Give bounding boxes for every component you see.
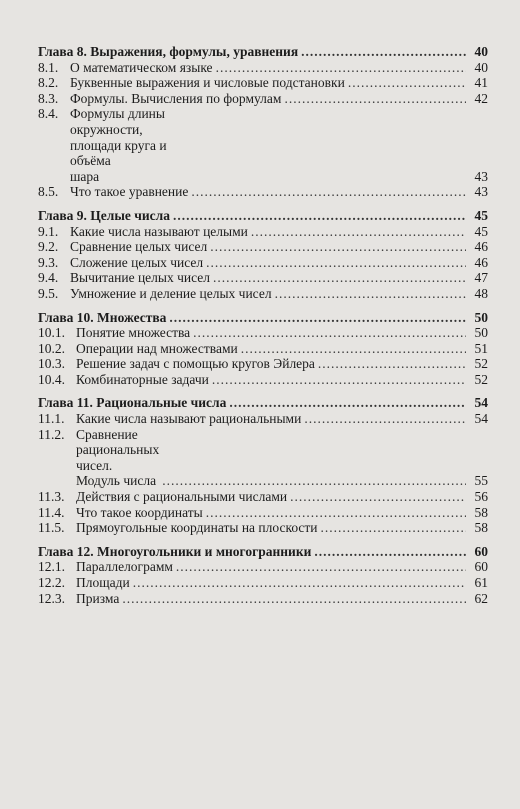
toc-item <box>38 239 488 255</box>
item-number: 8.2. <box>38 75 59 91</box>
leader-dots <box>304 411 466 427</box>
leader-dots <box>176 559 466 575</box>
toc-item <box>38 286 488 302</box>
item-title: Умножение и деление целых чисел <box>70 285 272 301</box>
leader-dots <box>206 255 466 271</box>
item-title: Что такое уравнение <box>70 184 189 200</box>
item-title: Сравнение целых чисел <box>70 239 208 255</box>
chapter-heading <box>38 395 488 411</box>
item-title-line-1: Формулы длины окружности, площади круга и объёма <box>70 106 167 169</box>
item-title: Параллелограмм <box>76 559 173 575</box>
item-number: 9.5. <box>38 285 59 301</box>
toc-item <box>38 75 488 91</box>
item-title: Комбинаторные задачи <box>76 371 209 387</box>
toc-item <box>38 255 488 271</box>
chapter-8 <box>38 44 488 200</box>
toc-item <box>38 60 488 76</box>
page-number: 47 <box>474 270 488 286</box>
item-title <box>70 106 188 184</box>
item-number: 11.1. <box>38 411 65 427</box>
page-number: 54 <box>474 395 488 411</box>
item-number: 8.1. <box>38 59 59 75</box>
item-title: Понятие множества <box>76 325 191 341</box>
chapter-title: Глава 8. Выражения, формулы, уравнения <box>38 44 299 59</box>
toc-item <box>38 270 488 286</box>
item-title: Призма <box>76 590 120 606</box>
leader-dots <box>162 473 466 489</box>
page-number: 43 <box>474 168 488 184</box>
leader-dots <box>216 60 466 76</box>
toc-item <box>38 575 488 591</box>
page-number: 42 <box>474 90 488 106</box>
leader-dots <box>229 395 466 411</box>
item-number: 9.2. <box>38 239 59 255</box>
item-number: 8.5. <box>38 184 59 200</box>
item-number: 9.1. <box>38 223 59 239</box>
toc-item <box>38 489 488 505</box>
leader-dots <box>206 505 466 521</box>
item-number: 12.1. <box>38 559 65 575</box>
item-number: 10.1. <box>38 325 65 341</box>
toc-item <box>38 325 488 341</box>
page-number: 46 <box>474 239 488 255</box>
toc-item <box>38 372 488 388</box>
leader-dots <box>213 270 466 286</box>
chapter-title: Глава 11. Рациональные числа <box>38 395 227 411</box>
page-number: 40 <box>474 44 488 59</box>
page-number: 56 <box>474 489 488 505</box>
page-number: 41 <box>474 75 488 91</box>
page-number: 62 <box>474 590 488 606</box>
page-number: 52 <box>474 371 488 387</box>
leader-dots <box>301 44 466 60</box>
chapter-9 <box>38 208 488 302</box>
leader-dots <box>122 591 466 607</box>
leader-dots <box>275 286 466 302</box>
leader-dots <box>290 489 466 505</box>
item-number: 9.4. <box>38 270 59 286</box>
leader-dots <box>314 544 466 560</box>
leader-dots <box>191 184 466 200</box>
toc-item <box>38 184 488 200</box>
page-number: 58 <box>474 520 488 536</box>
item-number: 11.3. <box>38 489 65 505</box>
leader-dots <box>321 520 466 536</box>
leader-dots <box>169 310 466 326</box>
toc-item <box>38 411 488 427</box>
chapter-title: Глава 10. Множества <box>38 309 167 325</box>
page-number: 45 <box>474 223 488 239</box>
page-number: 51 <box>474 340 488 356</box>
item-number: 11.5. <box>38 520 65 536</box>
item-number: 8.3. <box>38 90 59 106</box>
item-number: 11.2. <box>38 426 65 442</box>
item-number: 12.2. <box>38 575 65 590</box>
toc-item <box>38 427 488 489</box>
item-number: 8.4. <box>38 106 59 122</box>
page-number: 60 <box>474 559 488 575</box>
leader-dots <box>212 372 466 388</box>
item-title: Какие числа называют рациональными <box>76 411 302 427</box>
item-number: 11.4. <box>38 504 65 520</box>
toc-item <box>38 224 488 240</box>
item-title: Вычитание целых чисел <box>70 270 211 286</box>
page-number: 45 <box>474 207 488 223</box>
chapter-heading <box>38 44 488 60</box>
leader-dots <box>241 341 466 357</box>
item-number: 10.3. <box>38 356 65 372</box>
item-number: 9.3. <box>38 254 59 270</box>
chapter-11 <box>38 395 488 535</box>
table-of-contents <box>38 44 488 614</box>
page-number: 50 <box>474 309 488 325</box>
chapter-heading <box>38 544 488 560</box>
chapter-heading <box>38 310 488 326</box>
item-title: Какие числа называют целыми <box>70 223 248 239</box>
item-title: Сложение целых чисел <box>70 254 204 270</box>
page-number: 43 <box>474 184 488 200</box>
item-number: 10.4. <box>38 371 65 387</box>
item-title: Площади <box>76 575 130 590</box>
toc-item <box>38 91 488 107</box>
leader-dots <box>251 224 466 240</box>
item-title: Формулы. Вычисления по формулам <box>70 90 282 106</box>
leader-dots <box>173 208 466 224</box>
leader-dots <box>193 325 466 341</box>
item-title-line-2: Модуль числа <box>76 473 157 489</box>
item-title: Операции над множествами <box>76 340 238 356</box>
toc-item <box>38 591 488 607</box>
chapter-title: Глава 12. Многоугольники и многогранники <box>38 543 312 559</box>
page-number: 48 <box>474 285 488 301</box>
leader-dots <box>210 239 466 255</box>
page-number: 54 <box>474 411 488 427</box>
page-number: 46 <box>474 254 488 270</box>
toc-item <box>38 505 488 521</box>
item-title <box>76 427 159 489</box>
page-number: 61 <box>474 575 488 590</box>
chapter-10 <box>38 310 488 388</box>
toc-item <box>38 341 488 357</box>
leader-dots <box>318 356 466 372</box>
item-title: Действия с рациональными числами <box>76 489 288 505</box>
item-title: Что такое координаты <box>76 504 203 520</box>
chapter-12 <box>38 544 488 606</box>
page-number: 60 <box>474 543 488 559</box>
page-number: 40 <box>474 59 488 75</box>
chapter-title: Глава 9. Целые числа <box>38 207 170 223</box>
item-title-line-2: шара <box>70 168 100 184</box>
item-number: 12.3. <box>38 590 65 606</box>
toc-item <box>38 106 488 184</box>
item-number: 10.2. <box>38 340 65 356</box>
page-number: 52 <box>474 356 488 372</box>
leader-dots <box>284 91 466 107</box>
item-title: О математическом языке <box>70 59 213 75</box>
toc-item <box>38 559 488 575</box>
chapter-heading <box>38 208 488 224</box>
toc-item <box>38 520 488 536</box>
item-title: Прямоугольные координаты на плоскости <box>76 520 318 536</box>
toc-item <box>38 356 488 372</box>
item-title: Решение задач с помощью кругов Эйлера <box>76 356 315 372</box>
page-number: 58 <box>474 504 488 520</box>
leader-dots <box>133 575 466 591</box>
page-number: 50 <box>474 325 488 341</box>
item-title-line-1: Сравнение рациональных чисел. <box>76 426 160 473</box>
leader-dots <box>348 75 466 91</box>
item-title: Буквенные выражения и числовые подстановки <box>70 75 345 91</box>
page-number: 55 <box>474 473 488 489</box>
